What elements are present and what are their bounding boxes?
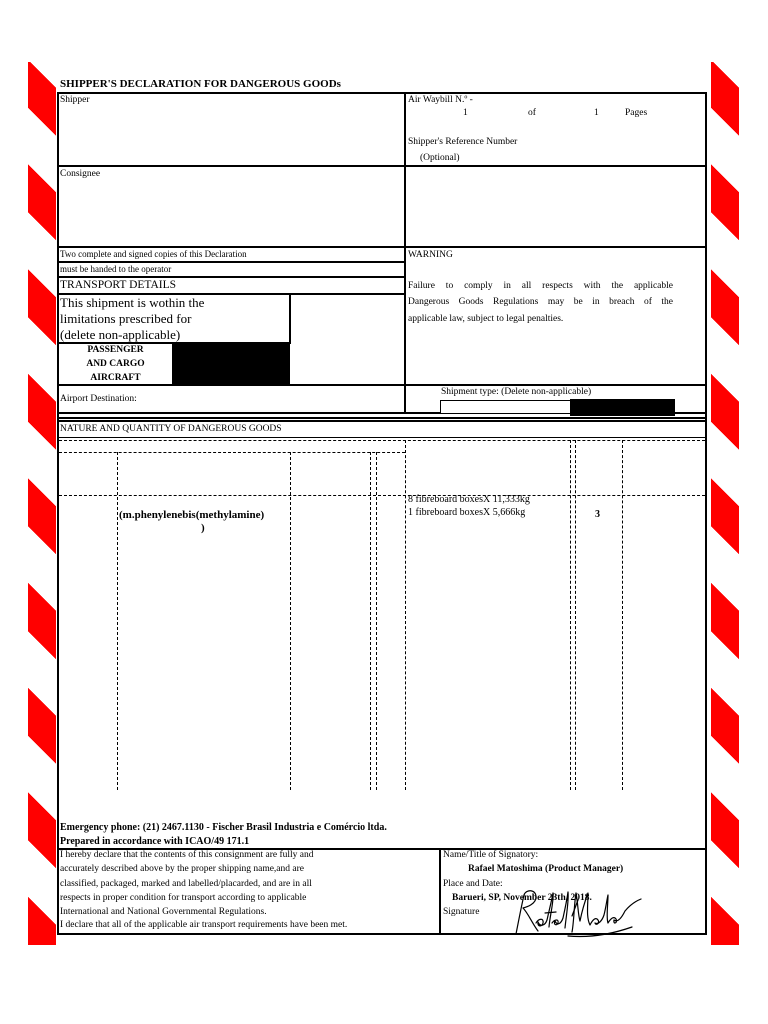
declaration-line-4: respects in proper condition for transport according to applicable bbox=[60, 893, 307, 903]
shipment-type-blank-box bbox=[440, 400, 571, 414]
page-total: 1 bbox=[594, 108, 599, 118]
declaration-line-5: International and National Governmental Regulations. bbox=[60, 907, 267, 917]
goods-grid-line bbox=[59, 495, 705, 496]
goods-grid-line bbox=[290, 452, 291, 790]
consignee-label: Consignee bbox=[60, 169, 101, 179]
document-title: SHIPPER'S DECLARATION FOR DANGEROUS GOODs bbox=[60, 78, 341, 90]
goods-grid-line bbox=[575, 440, 576, 790]
packing-line-1: 8 fibreboard boxesX 11,333kg bbox=[408, 494, 530, 505]
copies-notice-line-1: Two complete and signed copies of this Declaration bbox=[60, 249, 247, 259]
packing-instruction-value: 3 bbox=[595, 509, 600, 520]
goods-grid-line bbox=[370, 452, 371, 790]
proper-shipping-name-line-2: ) bbox=[201, 522, 205, 534]
right-hazard-stripe-border bbox=[711, 62, 739, 945]
form-border-right bbox=[705, 92, 707, 935]
shipper-reference-label: Shipper's Reference Number bbox=[408, 137, 518, 147]
aircraft-type-line-1: PASSENGER bbox=[87, 345, 144, 355]
prepared-in-accordance: Prepared in accordance with ICAO/49 171.1 bbox=[60, 836, 250, 847]
warning-line-3: applicable law, subject to legal penalties. bbox=[408, 314, 564, 324]
shipper-bottom-line bbox=[57, 165, 707, 167]
air-waybill-label: Air Waybill N.º - bbox=[408, 95, 473, 105]
signatory-name-label: Name/Title of Signatory: bbox=[443, 850, 539, 860]
proper-shipping-name-line-1: (m.phenylenebis(methylamine) bbox=[119, 509, 265, 521]
declaration-line-2: accurately described above by the proper shipping name,and are bbox=[60, 864, 304, 874]
transport-details-heading: TRANSPORT DETAILS bbox=[60, 279, 177, 291]
airport-destination-label: Airport Destination: bbox=[60, 394, 137, 404]
shipment-type-label: Shipment type: (Delete non-applicable) bbox=[441, 387, 592, 397]
goods-heading: NATURE AND QUANTITY OF DANGEROUS GOODS bbox=[60, 424, 282, 434]
aircraft-type-line-3: AIRCRAFT bbox=[90, 373, 141, 383]
goods-grid-line bbox=[376, 452, 377, 790]
handwritten-signature bbox=[512, 886, 644, 940]
goods-heading-bottom-line bbox=[57, 437, 707, 438]
aircraft-type-line-2: AND CARGO bbox=[86, 359, 145, 369]
emergency-phone: Emergency phone: (21) 2467.1130 - Fischer Brasil Industria e Comércio ltda. bbox=[60, 822, 387, 833]
goods-double-line-upper bbox=[57, 417, 707, 419]
packing-line-2: 1 fibreboard boxesX 5,666kg bbox=[408, 507, 526, 518]
page-number: 1 bbox=[463, 108, 468, 118]
signature-label: Signature bbox=[443, 907, 480, 917]
limitations-line-3: (delete non-applicable) bbox=[60, 327, 181, 342]
warning-line-1: Failure to comply in all respects with the applicable bbox=[408, 281, 673, 291]
signatory-name: Rafael Matoshima (Product Manager) bbox=[468, 864, 624, 874]
goods-grid-line bbox=[405, 440, 406, 790]
limitations-line-2: limitations prescribed for bbox=[60, 311, 192, 326]
consignee-bottom-line bbox=[57, 246, 707, 248]
left-hazard-stripe-border bbox=[28, 62, 56, 945]
place-date-value: Barueri, SP, November 23th, 2018. bbox=[452, 893, 592, 903]
declaration-line-3: classified, packaged, marked and labelled/placarded, and are in all bbox=[60, 879, 312, 889]
page-of-label: of bbox=[528, 108, 536, 118]
copies-row-line bbox=[57, 261, 405, 263]
shipper-reference-optional: (Optional) bbox=[420, 153, 460, 163]
limitations-line-1: This shipment is wothin the bbox=[60, 295, 205, 310]
place-date-label: Place and Date: bbox=[443, 879, 503, 889]
shipper-label: Shipper bbox=[60, 95, 90, 105]
goods-grid-line bbox=[570, 440, 571, 790]
declaration-line-6: I declare that all of the applicable air transport requirements have been met. bbox=[60, 920, 348, 930]
goods-double-line-lower bbox=[57, 420, 707, 422]
transport-section-bottom-line bbox=[57, 384, 707, 386]
declaration-column-divider bbox=[439, 848, 441, 934]
shipment-type-blackout bbox=[570, 399, 675, 416]
goods-grid-line bbox=[117, 452, 118, 790]
warning-line-2: Dangerous Goods Regulations may be in breach of the bbox=[408, 297, 673, 307]
pages-label: Pages bbox=[625, 108, 648, 118]
warning-heading: WARNING bbox=[408, 250, 453, 260]
copies-notice-line-2: must be handed to the operator bbox=[60, 264, 172, 274]
goods-grid-line bbox=[59, 452, 405, 453]
cargo-aircraft-only-blackout bbox=[172, 343, 290, 385]
column-divider bbox=[404, 92, 406, 413]
form-border-top bbox=[57, 92, 707, 94]
operator-row-line bbox=[57, 276, 405, 278]
goods-grid-line bbox=[622, 440, 623, 790]
declaration-line-1: I hereby declare that the contents of this consignment are fully and bbox=[60, 850, 314, 860]
form-border-left bbox=[57, 92, 59, 935]
limitations-box-right-line bbox=[289, 293, 291, 344]
goods-grid-line bbox=[59, 440, 705, 441]
